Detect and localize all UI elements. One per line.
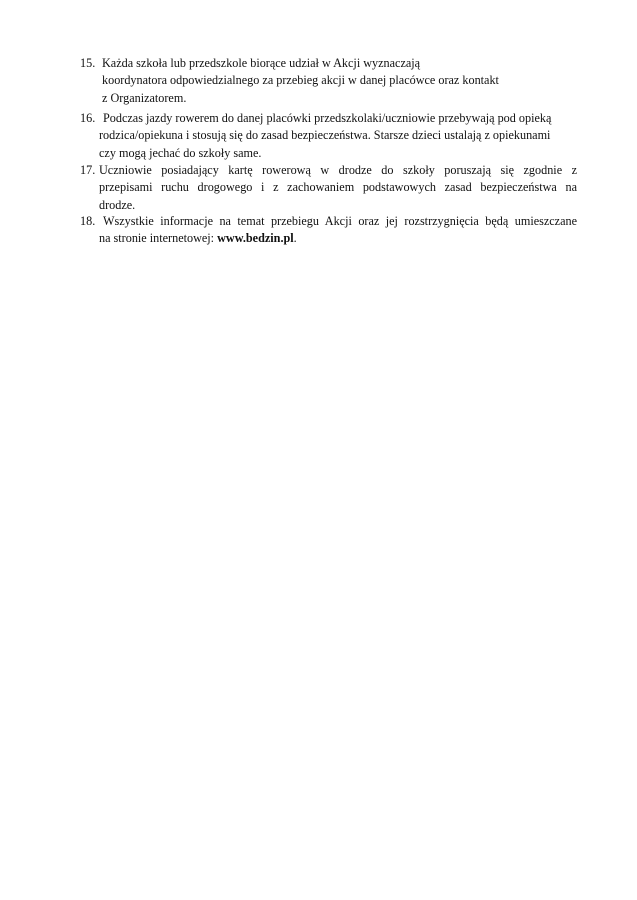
item-text-line: koordynatora odpowiedzialnego za przebieg akcji w danej placówce oraz kontakt xyxy=(102,73,499,88)
item-text-line: z Organizatorem. xyxy=(102,90,187,105)
item-text-line: Uczniowie posiadający kartę rowerową w drodze do szkoły poruszają się zgodnie z xyxy=(99,163,577,177)
list-item-15 xyxy=(80,55,577,107)
list-item-16 xyxy=(80,110,577,162)
item-text-line: drodze. xyxy=(99,197,136,212)
item-text-line: czy mogą jechać do szkoły same. xyxy=(99,145,262,160)
item-text-line: Wszystkie informacje na temat przebiegu Akcji oraz jej rozstrzygnięcia będą umieszczane xyxy=(103,214,577,228)
item-number: 16. xyxy=(80,111,96,125)
item-number: 15. xyxy=(80,56,96,70)
list-item-17 xyxy=(80,162,577,214)
item-text-line: Każda szkoła lub przedszkole biorące udział w Akcji wyznaczają xyxy=(102,56,421,70)
item-text-line: rodzica/opiekuna i stosują się do zasad bezpieczeństwa. Starsze dzieci ustalają z opiekunami xyxy=(99,128,551,143)
sentence-period: . xyxy=(293,231,297,246)
list-item-18 xyxy=(80,213,577,248)
item-text-line: Podczas jazdy rowerem do danej placówki przedszkolaki/uczniowie przebywają pod opieką xyxy=(103,111,552,125)
item-text-line: przepisami ruchu drogowego i z zachowaniem podstawowych zasad bezpieczeństwa na xyxy=(99,180,577,195)
item-number: 18. xyxy=(80,214,96,228)
website-intro-text: na stronie internetowej: xyxy=(99,231,218,246)
item-number: 17. xyxy=(80,163,96,177)
website-link[interactable]: www.bedzin.pl xyxy=(217,231,294,246)
item-text-line-last xyxy=(99,230,577,247)
